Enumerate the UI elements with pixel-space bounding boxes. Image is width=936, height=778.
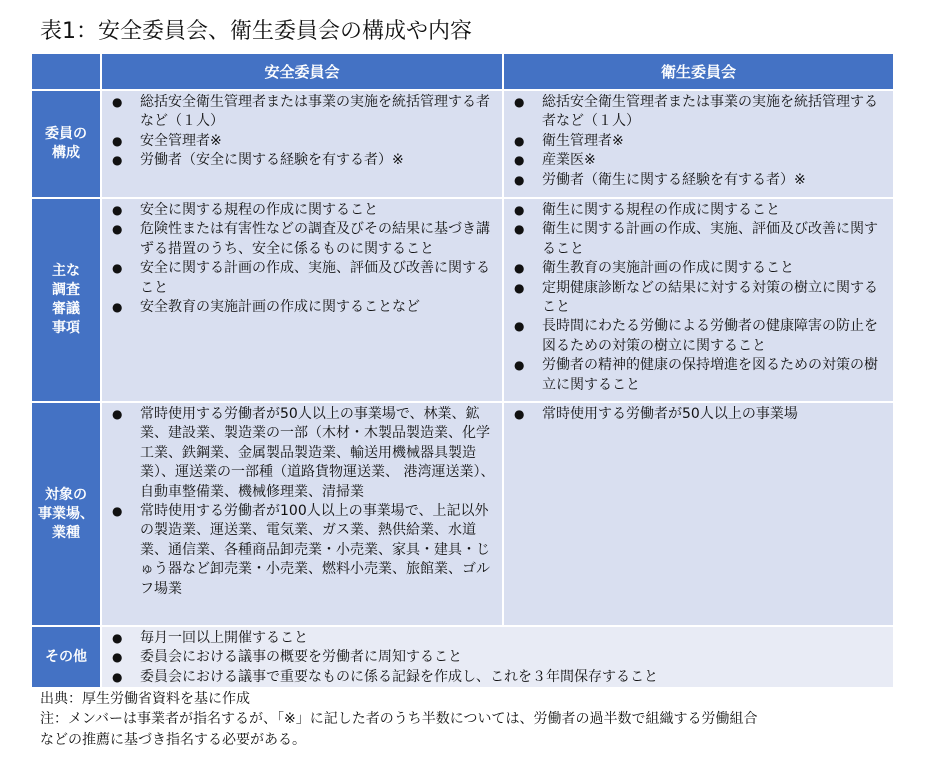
committee-table — [30, 52, 895, 689]
bullet-icon: ● — [112, 407, 123, 421]
list-item: ● 毎月一回以上開催すること — [102, 629, 889, 648]
footnote-note-continued: などの推薦に基づき指名する必要がある。 — [40, 732, 306, 748]
footnote-note: 注：メンバーは事業者が指名するが、「※」に記した者のうち半数については、労働者の過半数で組織する労働組合 — [40, 711, 758, 727]
bullet-icon: ● — [112, 133, 123, 148]
bullet-icon: ● — [112, 300, 123, 315]
table-row-composition — [31, 90, 894, 198]
bullet-icon: ● — [514, 172, 525, 187]
bullet-icon: ● — [514, 203, 525, 217]
bullet-icon: ● — [112, 222, 123, 237]
list-item: ● 労働者の精神的健康の保持増進を図るための対策の樹立に関すること — [514, 357, 878, 393]
list-item: ● 労働者（衛生に関する経験を有する者）※ — [504, 171, 889, 190]
page-title: 表1：安全委員会、衛生委員会の構成や内容 — [40, 19, 472, 44]
row-label-line: 委員の — [45, 126, 87, 142]
table-row-other — [31, 626, 894, 688]
header-safety-committee: 安全委員会 — [101, 53, 503, 90]
table-row-target-workplaces — [31, 402, 894, 626]
cell-safety-composition — [101, 90, 503, 198]
cell-safety-target-workplaces — [101, 402, 503, 626]
list-item: ● 委員会における議事で重要なものに係る記録を作成し、これを３年間保存すること — [102, 668, 889, 687]
bullet-icon: ● — [112, 669, 123, 684]
cell-safety-deliberation — [101, 198, 503, 402]
bullet-icon: ● — [112, 203, 123, 217]
bullet-icon: ● — [514, 222, 525, 237]
list-item: ● 安全管理者※ — [102, 132, 498, 151]
row-label-target-workplaces — [31, 402, 101, 626]
bullet-icon: ● — [112, 95, 123, 109]
cell-health-deliberation — [503, 198, 894, 402]
bullet-icon: ● — [112, 153, 123, 168]
list-item: ● 衛生に関する計画の作成、実施、評価及び改善に関すること — [514, 221, 878, 257]
bullet-icon: ● — [514, 95, 525, 109]
list-item: ● 安全に関する計画の作成、実施、評価及び改善に関すること — [112, 260, 490, 296]
row-label-line: 対象の — [45, 486, 87, 503]
list-item: ● 常時使用する労働者が50人以上の事業場で、林業、鉱業、建設業、製造業の一部（木材・木製品製造業、化学工業、鉄鋼業、金属製品製造業、輸送用機械器具製造業）、運送業の一部種（道路貨物運送業、 港湾運送業）、自動車整備業、機械修理業、清掃業 — [112, 406, 495, 500]
bullet-icon: ● — [514, 319, 525, 334]
cell-health-target-workplaces — [503, 402, 894, 626]
list-item: ● 衛生管理者※ — [504, 132, 889, 151]
header-health-committee: 衛生委員会 — [503, 53, 894, 90]
row-label-line: 主な — [52, 263, 80, 279]
bullet-icon: ● — [112, 650, 123, 665]
list-item: ● 常時使用する労働者が100人以上の事業場で、上記以外の製造業、運送業、電気業、ガス業、熱供給業、水道業、通信業、各種商品卸売業・小売業、家具・建具・じゅう器など卸売業・小売業、燃料小売業、旅館業、ゴルフ場業 — [112, 503, 490, 597]
header-corner — [31, 53, 101, 90]
list-item: ● 安全教育の実施計画の作成に関することなど — [102, 298, 498, 317]
row-label-deliberation — [31, 198, 101, 402]
row-label-line: 事業場、 — [38, 505, 94, 522]
footnote-source: 出典：厚生労働省資料を基に作成 — [40, 691, 250, 707]
list-item: ● 定期健康診断などの結果に対する対策の樹立に関すること — [514, 279, 878, 316]
bullet-icon: ● — [514, 358, 525, 373]
list-item: ● 衛生教育の実施計画の作成に関すること — [504, 259, 889, 278]
list-item: ● 総括安全衛生管理者または事業の実施を統括管理する者など（１人） — [514, 94, 878, 130]
list-item: ● 総括安全衛生管理者または事業の実施を統括管理する者など（１人） — [112, 94, 490, 130]
bullet-icon: ● — [514, 153, 525, 168]
list-item: ● 衛生に関する規程の作成に関すること — [504, 201, 889, 220]
bullet-icon: ● — [514, 280, 525, 295]
list-item: ● 常時使用する労働者が50人以上の事業場 — [504, 405, 889, 424]
list-item: ● 産業医※ — [504, 151, 889, 170]
row-label-line: 調査 — [52, 282, 80, 298]
bullet-icon: ● — [514, 133, 525, 148]
cell-other-both — [101, 626, 894, 688]
row-label-other — [31, 626, 101, 688]
row-label-composition — [31, 90, 101, 198]
cell-health-composition — [503, 90, 894, 198]
list-item: ● 労働者（安全に関する経験を有する者）※ — [102, 151, 498, 170]
bullet-icon: ● — [514, 407, 525, 421]
table-header-row — [31, 53, 894, 90]
row-label-line: 構成 — [52, 145, 80, 161]
list-item: ● 長時間にわたる労働による労働者の健康障害の防止を図るための対策の樹立に関すること — [514, 318, 878, 354]
bullet-icon: ● — [112, 261, 123, 276]
list-item: ● 危険性または有害性などの調査及びその結果に基づき講ずる措置のうち、安全に係るものに関すること — [112, 221, 490, 257]
row-label-line: 事項 — [52, 320, 80, 336]
list-item: ● 委員会における議事の概要を労働者に周知すること — [102, 648, 889, 667]
row-label-line: その他 — [45, 648, 87, 665]
table-row-deliberation — [31, 198, 894, 402]
list-item: ● 安全に関する規程の作成に関すること — [102, 201, 498, 220]
bullet-icon: ● — [112, 504, 123, 519]
bullet-icon: ● — [514, 261, 525, 276]
row-label-line: 審議 — [52, 301, 80, 317]
row-label-line: 業種 — [52, 524, 80, 541]
bullet-icon: ● — [112, 631, 123, 645]
